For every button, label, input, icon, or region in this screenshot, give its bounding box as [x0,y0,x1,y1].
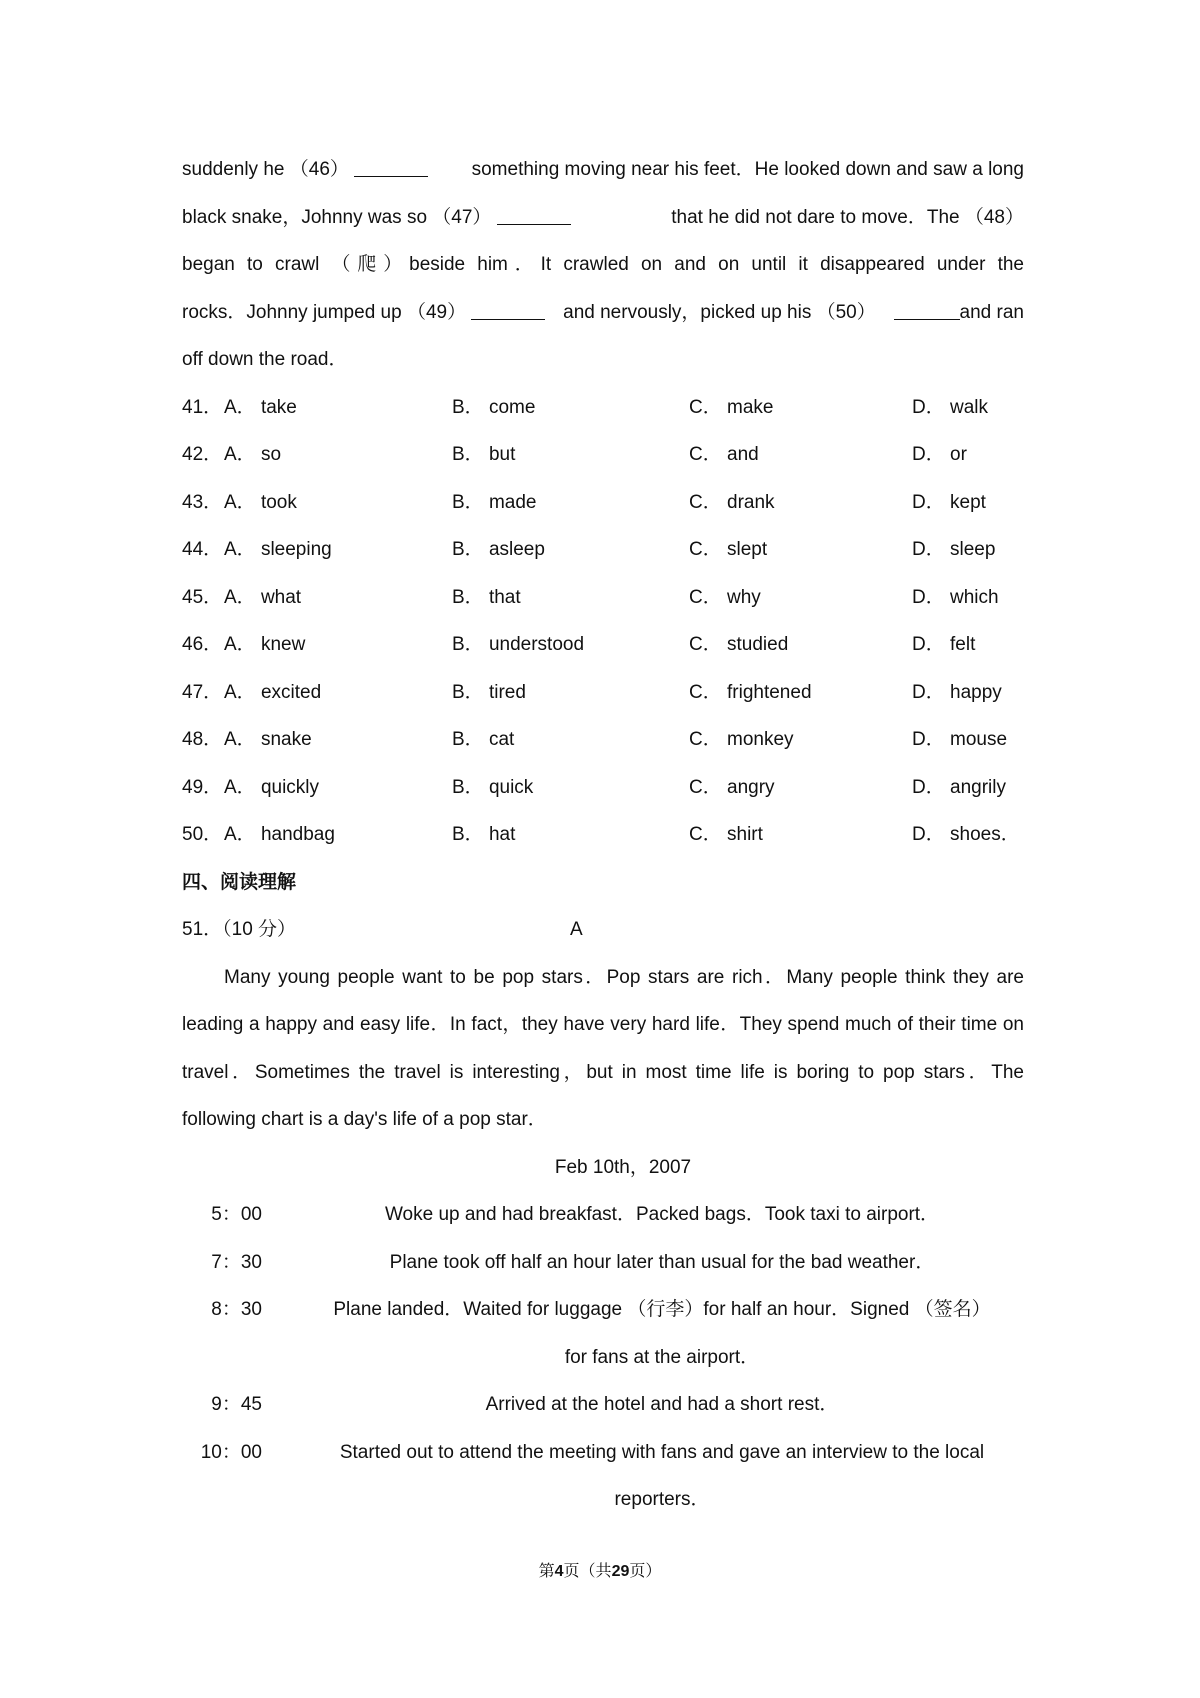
schedule-time: 7：30 [211,1251,262,1273]
schedule-time: 5：00 [211,1204,262,1225]
passage-text: something moving near his feet．He looked down and saw a long [471,159,1024,180]
option-a: A． knew [224,634,306,655]
option-c: C． slept [689,539,768,560]
schedule-time: 10：00 [200,1441,262,1463]
blank-50 [894,299,960,320]
option-c: C． drank [689,491,775,513]
option-row [182,384,1024,432]
page-content [182,146,1024,1524]
option-d: D． felt [912,634,976,655]
option-c: C． monkey [689,729,794,750]
question-number: 47． [182,681,223,703]
option-row [182,716,1024,764]
option-a: A． snake [224,729,312,750]
schedule-desc: Arrived at the hotel and had a short rest． [485,1394,839,1415]
question-number: 46． [182,634,223,655]
question-number: 48． [182,729,223,750]
schedule-row [182,1381,1024,1429]
passage-line-5: off down the road． [182,349,348,370]
schedule-row-continued [182,1476,1024,1524]
option-a: A． took [224,491,297,513]
schedule-desc: Woke up and had breakfast．Packed bags．Took taxi to airport． [384,1204,940,1225]
passage-part-label: A [570,919,583,940]
option-c: C． make [689,396,774,418]
schedule-row [182,1286,1024,1334]
option-row [182,621,1024,669]
option-b: B． understood [452,634,585,655]
option-b: B． but [452,444,516,465]
question-number: 49． [182,776,223,798]
option-a: A． quickly [224,776,320,798]
option-a: A． excited [224,681,322,703]
option-row [182,479,1024,527]
blank-49 [471,299,545,320]
reading-line-1 [182,954,1024,1002]
passage-text: suddenly he （46） [182,159,349,180]
option-c: C． frightened [689,681,812,703]
option-c: C． shirt [689,824,763,845]
passage-line-4 [182,289,1024,337]
option-a: A． so [224,444,282,465]
passage-line-2 [182,194,1024,242]
schedule-time: 9：45 [211,1394,262,1415]
option-a: A． handbag [224,824,335,845]
blank-47 [497,204,571,225]
schedule-desc: Started out to attend the meeting with fans and gave an interview to the local [339,1441,985,1463]
option-c: C． studied [689,634,789,655]
question-label: 51．（10 分） [182,919,297,940]
schedule-desc: Plane landed．Waited for luggage （行李）for half an hour．Signed （签名） [333,1299,991,1320]
option-d: D． which [912,586,999,608]
question-number: 43． [182,491,223,513]
option-d: D． walk [912,396,989,418]
option-b: B． quick [452,776,534,798]
page-number: 4 [554,1563,564,1580]
options-list [182,384,1024,859]
option-c: C． and [689,444,759,465]
option-b: B． hat [452,824,516,845]
option-a: A． sleeping [224,539,332,560]
schedule-row [182,1191,1024,1239]
reading-text: Many young people want to be pop stars．Pop stars are rich．Many people think they are [224,966,1024,988]
schedule-row [182,1429,1024,1477]
section-title: 四、阅读理解 [182,870,297,893]
question-number: 44． [182,539,223,560]
passage-text: black snake，Johnny was so （47） [182,206,492,228]
question-51-header [182,906,1024,954]
option-d: D． or [912,444,967,465]
total-pages: 29 [611,1563,630,1580]
option-d: D． angrily [912,776,1006,798]
option-row [182,431,1024,479]
passage-text: that he did not dare to move．The （48） [671,206,1024,228]
option-b: B． made [452,491,537,513]
option-a: A． take [224,396,297,418]
option-d: D． mouse [912,729,1008,750]
option-c: C． why [689,586,761,608]
footer-text: 页（共 [563,1561,612,1580]
option-c: C． angry [689,776,775,798]
question-number: 50． [182,824,223,845]
blank-46 [354,156,428,177]
option-a: A． what [224,586,302,608]
option-d: D． sleep [912,539,996,560]
footer-text: 页） [629,1561,662,1580]
schedule-table [182,1191,1024,1524]
option-d: D． shoes． [912,824,1020,845]
schedule-time: 8：30 [211,1299,262,1320]
option-row [182,669,1024,717]
option-b: B． asleep [452,539,545,560]
schedule-desc: Plane took off half an hour later than usual for the bad weather． [389,1251,935,1273]
option-b: B． come [452,396,536,418]
passage-text: rocks．Johnny jumped up （49） [182,301,467,323]
passage-line-1 [182,146,1024,194]
reading-line-2: leading a happy and easy life．In fact，they have very hard life．They spend much of their time on [182,1014,1024,1035]
question-number: 41． [182,396,223,418]
option-b: B． that [452,586,521,608]
passage-text: and ran [959,301,1024,323]
passage-text: and nervously，picked up his （50） [563,301,876,323]
reading-line-3: travel．Sometimes the travel is interesting，but in most time life is boring to pop stars．The [182,1061,1024,1083]
option-row [182,764,1024,812]
schedule-desc-continued: reporters． [614,1489,710,1510]
schedule-date: Feb 10th，2007 [554,1156,692,1178]
schedule-row [182,1239,1024,1287]
schedule-row-continued [182,1334,1024,1382]
reading-line-4: following chart is a day's life of a pop star． [182,1109,547,1130]
footer-text: 第 [538,1561,555,1580]
question-number: 42． [182,444,223,465]
page-footer [0,1558,1200,1581]
schedule-desc-continued: for fans at the airport． [564,1346,760,1368]
option-row [182,526,1024,574]
option-b: B． tired [452,681,526,703]
option-d: D． kept [912,491,986,513]
option-b: B． cat [452,729,515,750]
option-row [182,574,1024,622]
question-number: 45． [182,586,223,608]
option-row [182,811,1024,859]
passage-line-3: began to crawl （爬）beside him．It crawled on and on until it disappeared under the [182,254,1024,275]
option-d: D． happy [912,681,1002,703]
